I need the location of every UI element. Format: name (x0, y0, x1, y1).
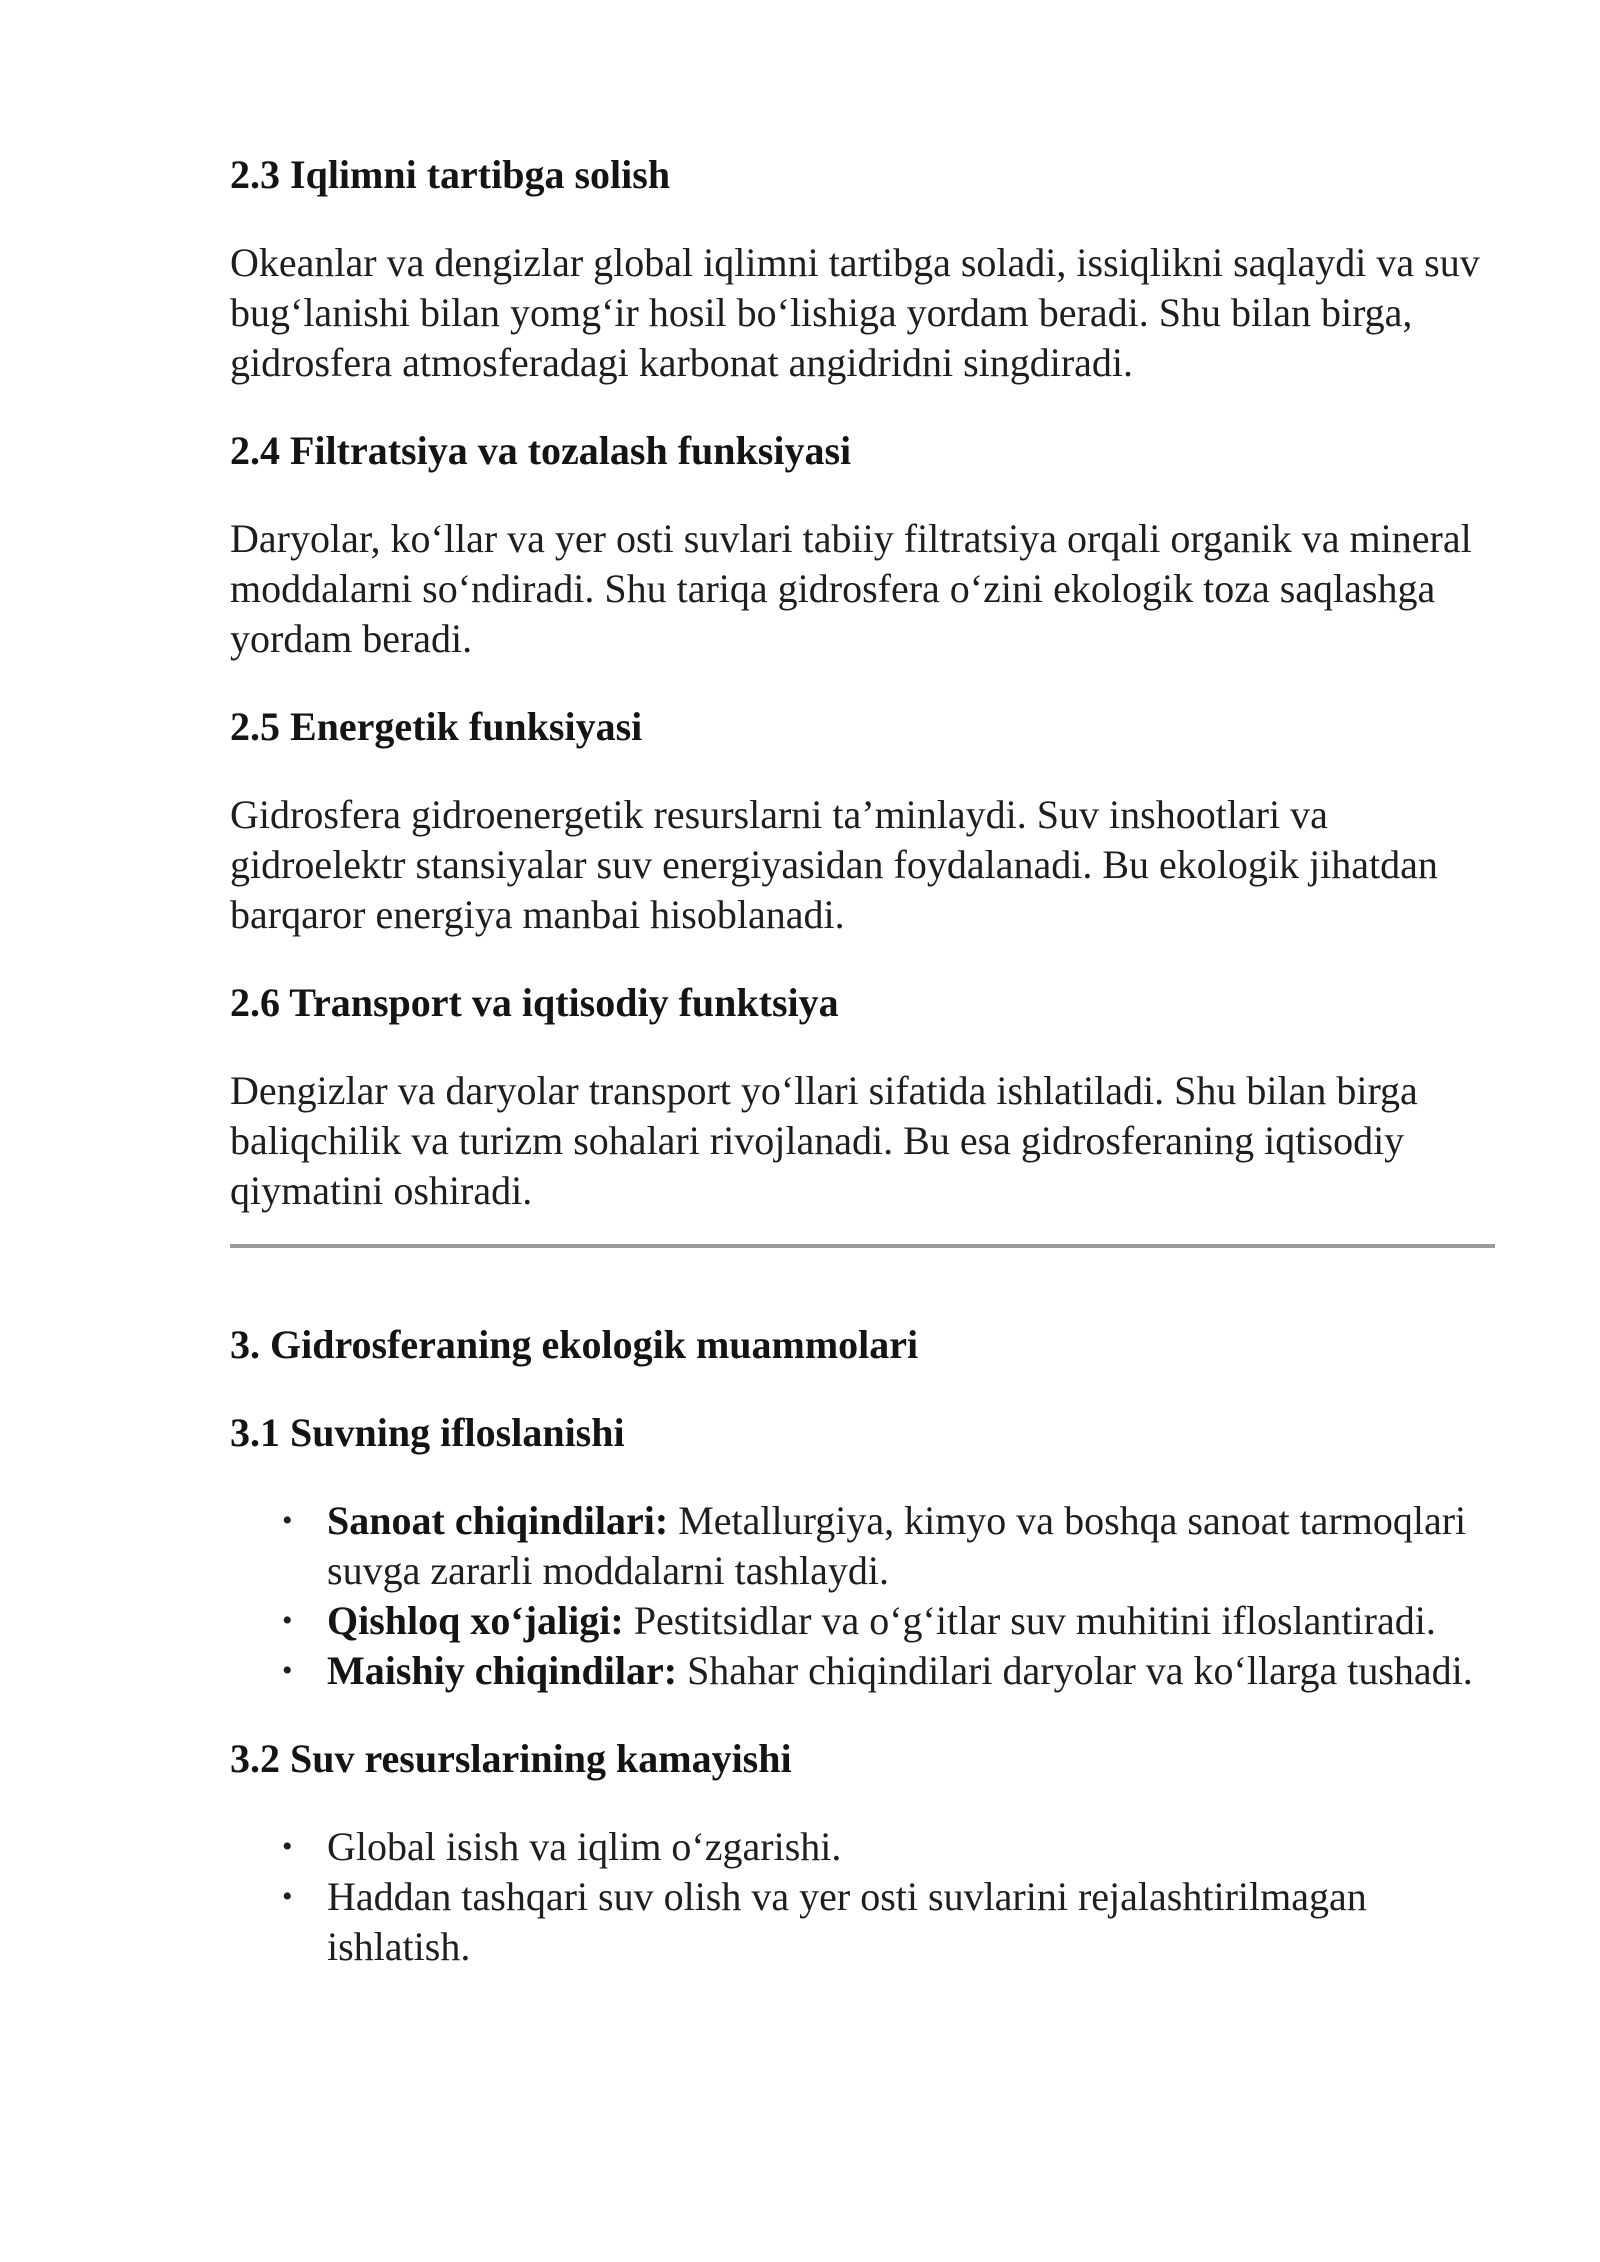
list-item (230, 1822, 1495, 1872)
chapter-heading-3: 3. Gidrosferaning ekologik muammolari (230, 1322, 919, 1367)
bullet-icon: • (282, 1830, 293, 1863)
pollution-list (230, 1496, 1495, 1696)
section-paragraph-2-4: Daryolar, ko‘llar va yer osti suvlari tabiiy filtratsiya orqali organik va mineral moddalarni so‘ndiradi. Shu tariqa gidrosfera o‘zini ekologik toza saqlashga yordam beradi. (230, 516, 1472, 661)
document-page (230, 150, 1495, 1972)
section-heading-2-4: 2.4 Filtratsiya va tozalash funksiyasi (230, 428, 852, 473)
section-heading-2-5: 2.5 Energetik funksiyasi (230, 704, 643, 749)
section-heading-2-6: 2.6 Transport va iqtisodiy funktsiya (230, 980, 839, 1025)
section-paragraph-2-6: Dengizlar va daryolar transport yo‘llari sifatida ishlatiladi. Shu bilan birga baliqchilik va turizm sohalari rivojlanadi. Bu esa gidrosferaning iqtisodiy qiymatini oshiradi. (230, 1068, 1418, 1213)
section-paragraph-2-5: Gidrosfera gidroenergetik resurslarni ta’minlaydi. Suv inshootlari va gidroelektr stansiyalar suv energiyasidan foydalanadi. Bu ekologik jihatdan barqaror energiya manbai hisoblanadi. (230, 792, 1438, 937)
section-heading-3-1: 3.1 Suvning ifloslanishi (230, 1410, 625, 1455)
list-item-text: Pestitsidlar va o‘g‘itlar suv muhitini ifloslantiradi. (623, 1598, 1436, 1643)
list-item-text: Shahar chiqindilari daryolar va ko‘llarga tushadi. (677, 1648, 1473, 1693)
bullet-icon: • (282, 1654, 293, 1687)
list-item (230, 1872, 1495, 1972)
list-item (230, 1596, 1495, 1646)
list-item (230, 1496, 1495, 1596)
list-item-label: Qishloq xo‘jaligi: (327, 1598, 624, 1643)
list-item-text: Global isish va iqlim o‘zgarishi. (327, 1824, 842, 1869)
list-item-text: Haddan tashqari suv olish va yer osti suvlarini rejalashtirilmagan ishlatish. (327, 1874, 1367, 1969)
list-item (230, 1646, 1495, 1696)
section-heading-3-2: 3.2 Suv resurslarining kamayishi (230, 1736, 792, 1781)
section-paragraph-2-3: Okeanlar va dengizlar global iqlimni tartibga soladi, issiqlikni saqlaydi va suv bug‘lanishi bilan yomg‘ir hosil bo‘lishiga yordam beradi. Shu bilan birga, gidrosfera atmosferadagi karbonat angidridni singdiradi. (230, 240, 1480, 385)
bullet-icon: • (282, 1504, 293, 1537)
bullet-icon: • (282, 1880, 293, 1913)
section-heading-2-3: 2.3 Iqlimni tartibga solish (230, 152, 671, 197)
water-depletion-list (230, 1822, 1495, 1972)
list-item-label: Maishiy chiqindilar: (327, 1648, 678, 1693)
list-item-text: Metallurgiya, kimyo va boshqa sanoat tarmoqlari suvga zararli moddalarni tashlaydi. (327, 1498, 1467, 1593)
bullet-icon: • (282, 1604, 293, 1637)
list-item-label: Sanoat chiqindilari: (327, 1498, 669, 1543)
